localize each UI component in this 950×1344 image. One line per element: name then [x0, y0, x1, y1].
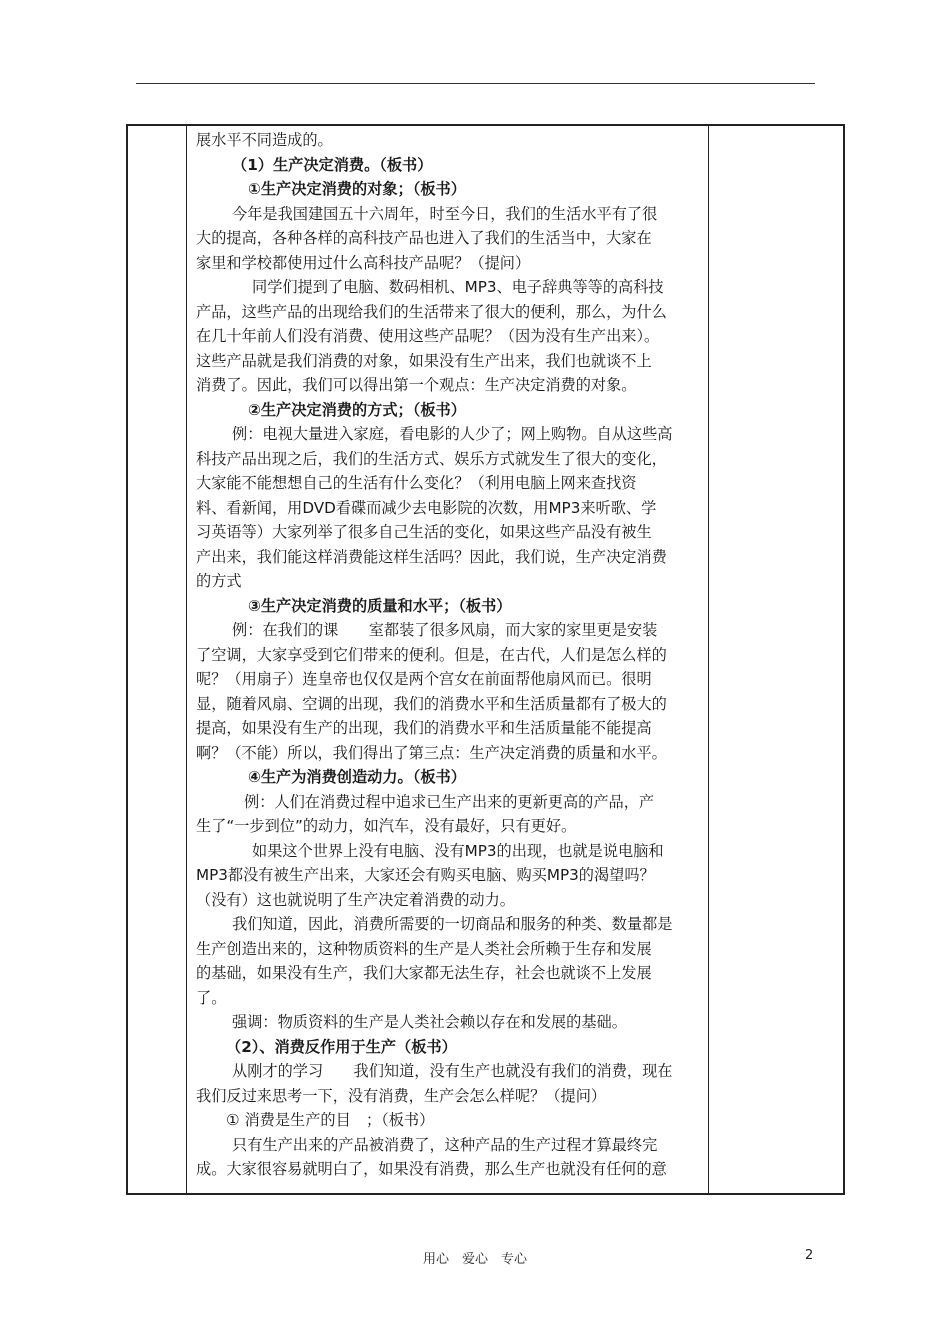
- text-line: 啊？（不能）所以，我们得出了第三点：生产决定消费的质量和水平。: [196, 743, 667, 762]
- text-line: 生了“一步到位”的动力，如汽车，没有最好，只有更好。: [196, 817, 577, 835]
- column-divider-right: [708, 126, 709, 1193]
- text-line: 这些产品就是我们消费的对象，如果没有生产出来，我们也就谈不上: [196, 351, 652, 370]
- text-line: ① 消费是生产的目 ；（板书）: [226, 1111, 435, 1129]
- text-line: ④生产为消费创造动力。（板书）: [248, 768, 466, 786]
- header-rule: [136, 83, 815, 84]
- text-line: 家里和学校都使用过什么高科技产品呢？（提问）: [196, 253, 531, 272]
- text-line: 了。: [196, 988, 227, 1007]
- text-line: （2）、消费反作用于生产（板书）: [226, 1037, 457, 1056]
- text-line: 了空调，大家享受到它们带来的便利。但是，在古代，人们是怎么样的: [196, 645, 667, 664]
- text-line: 我们知道，因此，消费所需要的一切商品和服务的种类、数量都是: [232, 915, 673, 933]
- text-line: 生产创造出来的，这种物质资料的生产是人类社会所赖于生存和发展: [196, 939, 652, 958]
- text-line: 展水平不同造成的。: [196, 131, 333, 149]
- text-line: 我们反过来思考一下，没有消费，生产会怎么样呢？（提问）: [196, 1086, 607, 1105]
- text-line: 提高，如果没有生产的出现，我们的消费水平和生活质量能不能提高: [196, 719, 652, 737]
- text-line: （没有）这也就说明了生产决定着消费的动力。: [196, 890, 515, 909]
- text-line: 今年是我国建国五十六周年，时至今日，我们的生活水平有了很: [232, 204, 658, 223]
- text-line: 从刚才的学习 我们知道，没有生产也就没有我们的消费，现在: [232, 1062, 673, 1080]
- text-line: 如果这个世界上没有电脑、没有MP3的出现，也就是说电脑和: [252, 841, 664, 860]
- text-line: 料、看新闻，用DVD看碟而减少去电影院的次数，用MP3来听歌、学: [196, 498, 657, 517]
- text-line: 强调：物质资料的生产是人类社会赖以存在和发展的基础。: [232, 1013, 627, 1031]
- lesson-content: [196, 128, 702, 1182]
- text-line: 例：人们在消费过程中追求已生产出来的更新更高的产品，产: [244, 792, 655, 811]
- text-line: 呢？（用扇子）连皇帝也仅仅是两个宫女在前面帮他扇风而已。很明: [196, 670, 652, 688]
- lesson-table: [126, 124, 845, 1195]
- column-divider-left: [186, 126, 187, 1193]
- text-line: 的基础，如果没有生产，我们大家都无法生存，社会也就谈不上发展: [196, 964, 652, 982]
- page-number: 2: [805, 1248, 814, 1263]
- text-line: 大的提高，各种各样的高科技产品也进入了我们的生活当中，大家在: [196, 229, 652, 247]
- text-line: 产品，这些产品的出现给我们的生活带来了很大的便利，那么，为什么: [196, 302, 667, 321]
- text-line: 产出来，我们能这样消费能这样生活吗？因此，我们说，生产决定消费: [196, 547, 667, 566]
- text-line: 只有生产出来的产品被消费了，这种产品的生产过程才算最终完: [232, 1135, 658, 1154]
- text-line: 显，随着风扇、空调的出现，我们的消费水平和生活质量都有了极大的: [196, 694, 667, 713]
- text-line: 习英语等）大家列举了很多自己生活的变化，如果这些产品没有被生: [196, 523, 652, 541]
- text-line: 例：电视大量进入家庭，看电影的人少了；网上购物。自从这些高: [232, 425, 673, 443]
- text-line: 在几十年前人们没有消费、使用这些产品呢？（因为没有生产出来）。: [196, 327, 660, 345]
- text-line: ①生产决定消费的对象；（板书）: [248, 180, 466, 198]
- text-line: 同学们提到了电脑、数码相机、MP3、电子辞典等等的高科技: [252, 278, 664, 296]
- text-line: 大家能不能想想自己的生活有什么变化？（利用电脑上网来查找资: [196, 474, 637, 492]
- text-line: 的方式: [196, 572, 242, 590]
- text-line: 成。大家很容易就明白了，如果没有消费，那么生产也就没有任何的意: [196, 1160, 667, 1178]
- text-line: ②生产决定消费的方式；（板书）: [248, 400, 466, 419]
- text-line: ③生产决定消费的质量和水平；（板书）: [248, 596, 512, 615]
- text-line: （1）生产决定消费。（板书）: [232, 155, 433, 174]
- text-line: 消费了。因此，我们可以得出第一个观点：生产决定消费的对象。: [196, 376, 637, 394]
- footer-motto: 用心 爱心 专心: [422, 1252, 527, 1267]
- text-line: 科技产品出现之后，我们的生活方式、娱乐方式就发生了很大的变化，: [196, 449, 667, 468]
- text-line: MP3都没有被生产出来，大家还会有购买电脑、购买MP3的渴望吗？: [196, 866, 655, 884]
- text-line: 例：在我们的课 室都装了很多风扇，而大家的家里更是安装: [232, 621, 658, 639]
